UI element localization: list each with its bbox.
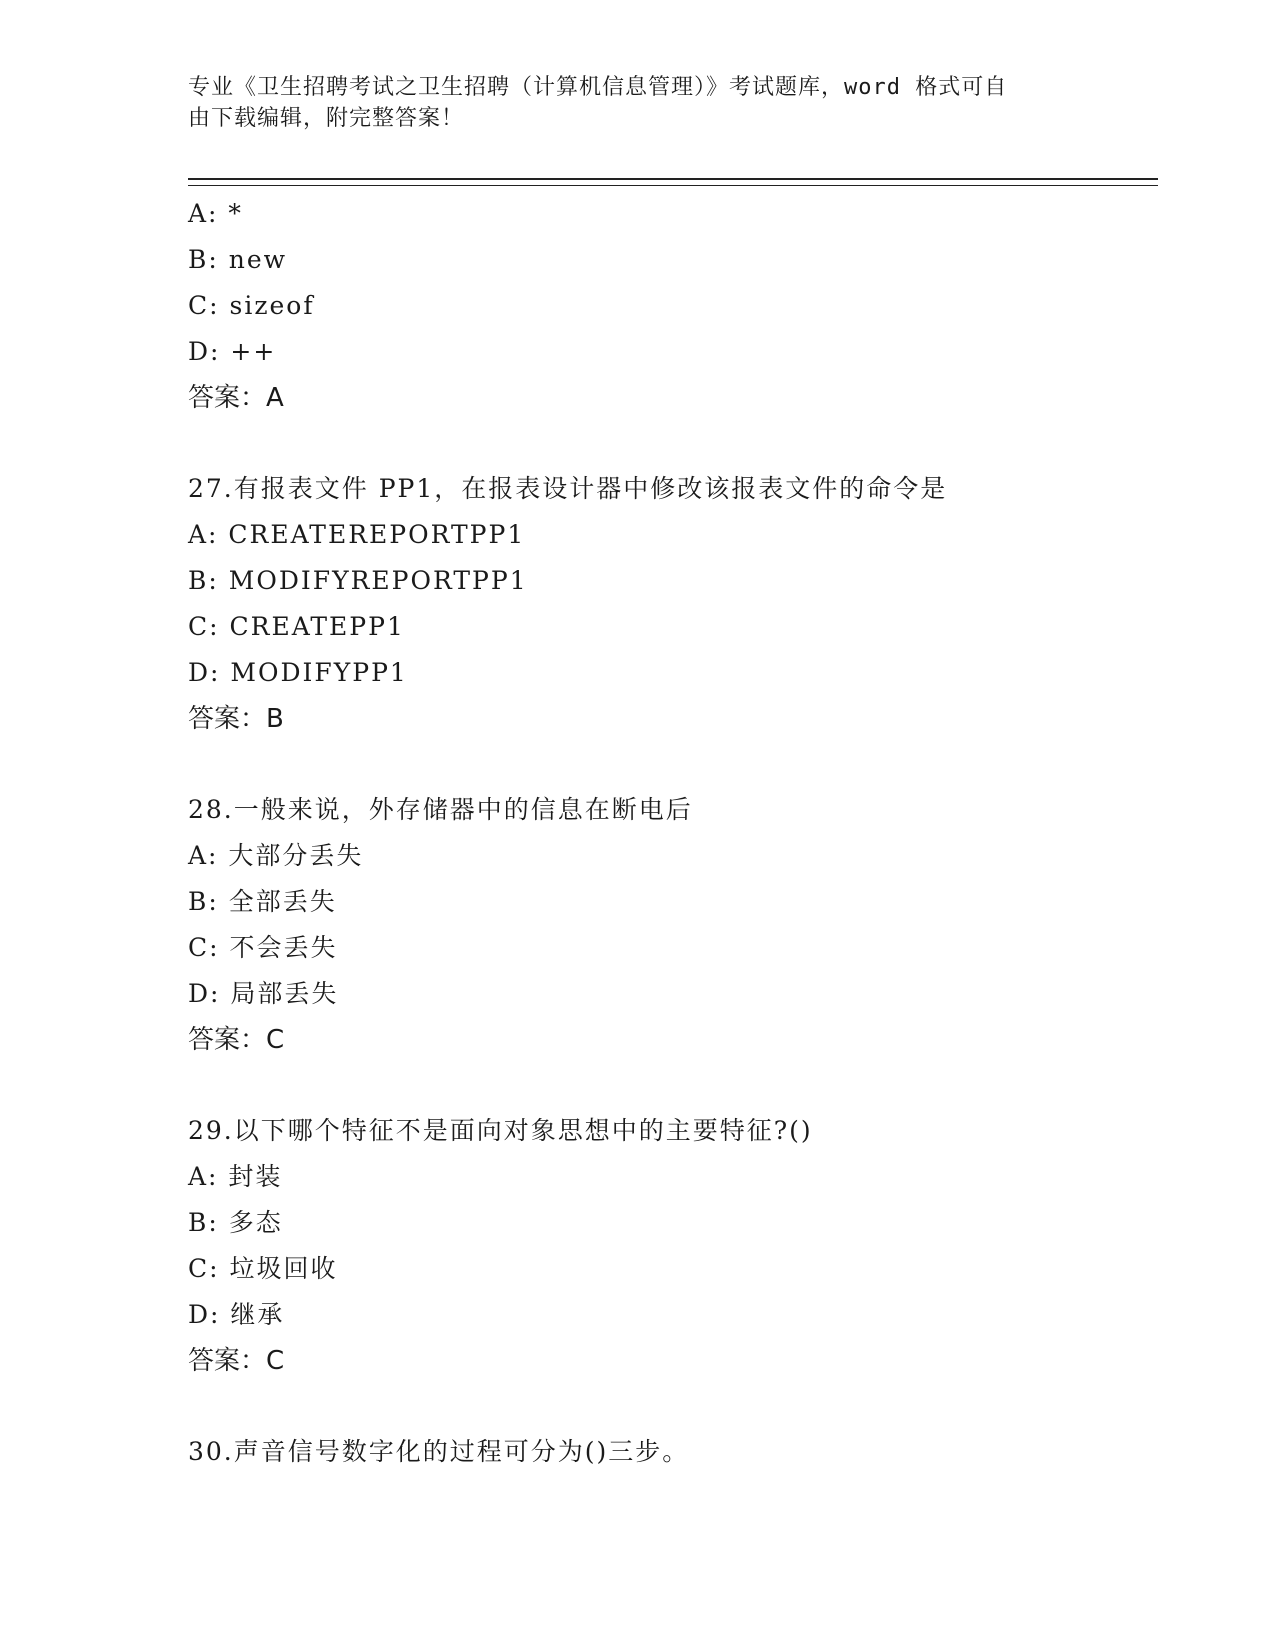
option-d: D: ++ [188,337,277,366]
option-d: D: 局部丢失 [188,979,339,1008]
option-b: B: MODIFYREPORTPP1 [188,566,528,595]
question-stem: 28.一般来说，外存储器中的信息在断电后 [188,795,693,824]
option-d: D: 继承 [188,1300,285,1329]
question-27 [188,466,1158,742]
answer-line: 答案：A [188,383,284,413]
question-stem: 29.以下哪个特征不是面向对象思想中的主要特征?() [188,1116,813,1145]
option-b: B: 多态 [188,1208,283,1237]
answer-line: 答案：C [188,1346,285,1376]
header-line-1: 专业《卫生招聘考试之卫生招聘（计算机信息管理）》考试题库，word 格式可自 [188,75,1008,100]
question-list [188,191,1158,1475]
header-divider [188,178,1158,186]
option-b: B: 全部丢失 [188,887,337,916]
option-c: C: sizeof [188,291,315,320]
question-26-continued [188,191,1158,421]
option-c: C: 不会丢失 [188,933,338,962]
option-a: A: * [188,199,243,228]
option-a: A: 大部分丢失 [188,841,364,870]
option-b: B: new [188,245,288,274]
option-a: A: CREATEREPORTPP1 [188,520,526,549]
question-stem: 27.有报表文件 PP1，在报表设计器中修改该报表文件的命令是 [188,474,948,503]
header-line-2: 由下载编辑，附完整答案！ [188,106,465,131]
document-header [188,72,1088,134]
option-c: C: CREATEPP1 [188,612,405,641]
question-28 [188,787,1158,1063]
question-stem: 30.声音信号数字化的过程可分为()三步。 [188,1437,690,1466]
question-29 [188,1108,1158,1384]
answer-line: 答案：C [188,1025,285,1055]
question-30 [188,1429,1158,1475]
answer-line: 答案：B [188,704,284,734]
option-d: D: MODIFYPP1 [188,658,408,687]
option-a: A: 封装 [188,1162,283,1191]
option-c: C: 垃圾回收 [188,1254,338,1283]
